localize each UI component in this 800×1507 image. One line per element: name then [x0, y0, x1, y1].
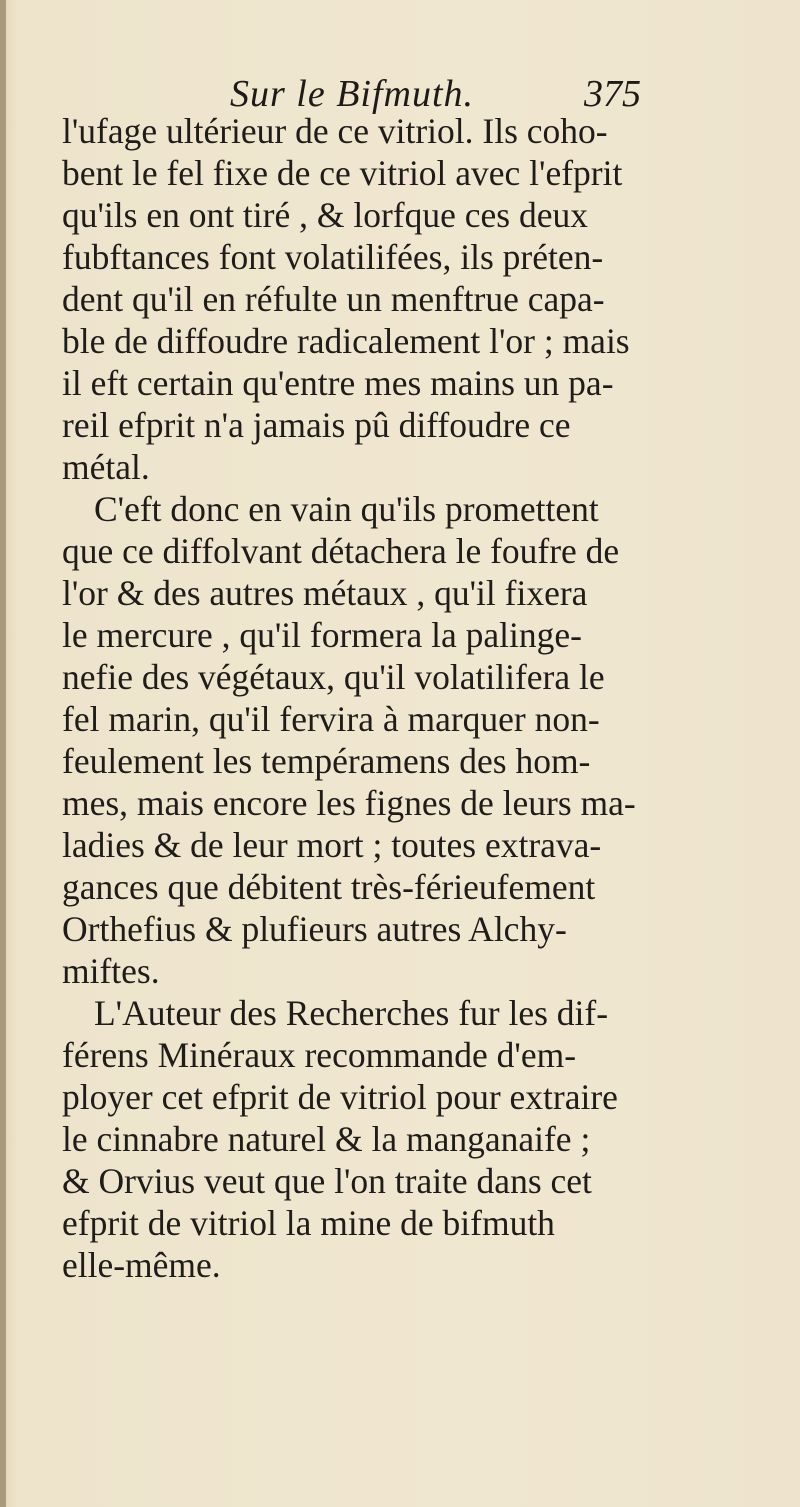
- text-line: fubftances font volatilifées, ils préten-: [62, 237, 604, 277]
- text-line: ployer cet efprit de vitriol pour extraire: [62, 1077, 618, 1117]
- text-line: efprit de vitriol la mine de bifmuth: [62, 1203, 555, 1243]
- text-line: C'eft donc en vain qu'ils promettent: [94, 489, 599, 529]
- text-line: elle-même.: [62, 1245, 221, 1285]
- text-line: bent le fel fixe de ce vitriol avec l'efprit: [62, 153, 623, 193]
- text-line: gances que débitent très-férieufement: [62, 867, 596, 907]
- text-line: l'or & des autres métaux , qu'il fixera: [62, 573, 588, 613]
- text-line: mes, mais encore les fignes de leurs ma-: [62, 783, 636, 823]
- text-line: le cinnabre naturel & la manganaife ;: [62, 1119, 591, 1159]
- text-line: ladies & de leur mort ; toutes extrava-: [62, 825, 602, 865]
- text-line: dent qu'il en réfulte un menftrue capa-: [62, 279, 605, 319]
- text-line: que ce diffolvant détachera le foufre de: [62, 531, 620, 571]
- text-line: fel marin, qu'il fervira à marquer non-: [62, 699, 600, 739]
- text-line: Orthefius & plufieurs autres Alchy-: [62, 909, 567, 949]
- text-line: reil efprit n'a jamais pû diffoudre ce: [62, 405, 571, 445]
- text-line: nefie des végétaux, qu'il volatilifera le: [62, 657, 605, 697]
- running-title: Sur le Bifmuth.: [230, 73, 475, 115]
- page-binding-edge: [0, 0, 6, 1507]
- text-line: métal.: [62, 447, 150, 487]
- text-line: & Orvius veut que l'on traite dans cet: [62, 1161, 592, 1201]
- text-line: férens Minéraux recommande d'em-: [62, 1035, 577, 1075]
- text-line: miftes.: [62, 951, 160, 991]
- page-number: 375: [584, 73, 641, 115]
- text-line: feulement les tempéramens des hom-: [62, 741, 591, 781]
- text-line: il eft certain qu'entre mes mains un pa-: [62, 363, 614, 403]
- text-line: l'ufage ultérieur de ce vitriol. Ils coho-: [62, 111, 608, 151]
- text-line: L'Auteur des Recherches fur les dif-: [94, 993, 609, 1033]
- text-line: ble de diffoudre radicalement l'or ; mais: [62, 321, 630, 361]
- body-text: [62, 110, 730, 1286]
- text-line: le mercure , qu'il formera la palinge-: [62, 615, 582, 655]
- text-line: qu'ils en ont tiré , & lorfque ces deux: [62, 195, 588, 235]
